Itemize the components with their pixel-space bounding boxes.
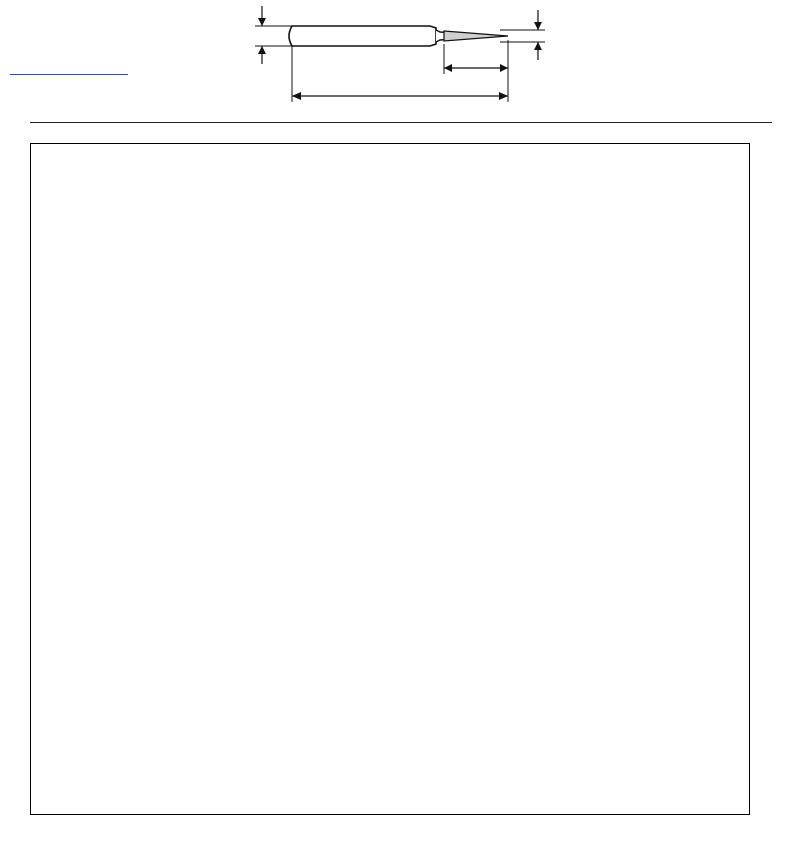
logo-divider <box>10 74 128 75</box>
needle-head <box>444 31 508 41</box>
shank-outline <box>289 26 436 46</box>
ckv-logo <box>8 10 128 80</box>
dimension-drawing <box>200 0 620 105</box>
spec-table <box>30 143 750 815</box>
header-rule <box>30 122 772 123</box>
